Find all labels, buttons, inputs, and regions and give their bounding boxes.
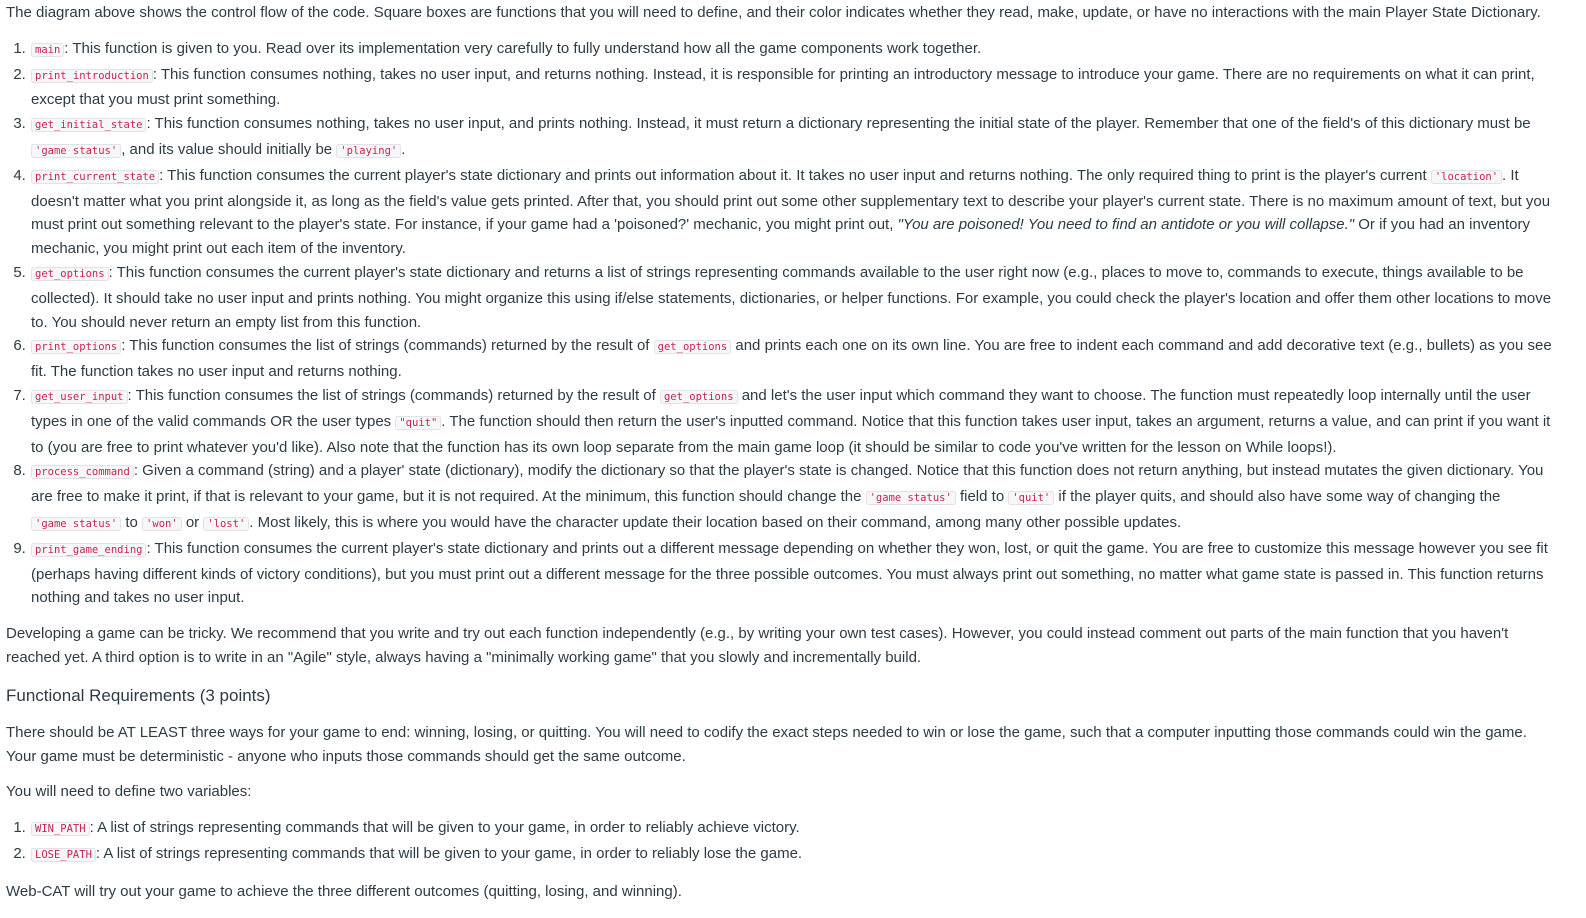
item-text: . (401, 140, 406, 158)
item-text: . It doesn't matter what you print alongside it, as long as the field's value gets printed. After that, you should print out some other supplementary text to describe your player's current state. There is no maximum amount of text, but you must print out something relevant to the player's state. For instance, if your game had a 'poisoned?' mechanic, you might print out, (31, 166, 1551, 234)
code-lost: 'lost' (203, 517, 249, 531)
code-quit-value: 'quit' (1008, 491, 1054, 505)
list-item-lose-path (30, 842, 1558, 868)
item-text: and let's the user input which command they want to choose. The function must repeatedly loop internally until the user types in one of the valid commands OR the user types (31, 386, 1531, 430)
list-item-win-path (30, 816, 1558, 842)
item-text: Or if you had an inventory mechanic, you might print out each item of the inventory. (31, 216, 1531, 258)
item-text: if the player quits, and should also have some way of changing the (1054, 488, 1501, 506)
item-text: : This function consumes nothing, takes no user input, and prints nothing. Instead, it must return a dictionary representing the initial state of the player. Remember that one of the field's of this dictionary must be (146, 115, 1531, 133)
requirements-paragraph: There should be AT LEAST three ways for your game to end: winning, losing, or quitting. You will need to codify the exact steps needed to win or lose the game, such that a computer inputting those commands could win the game. Your game must be deterministic - anyone who inputs those commands should get the same outcome. (6, 723, 1527, 765)
item-text: . Most likely, this is where you would have the character update their location based on their command, among many other possible updates. (249, 513, 1182, 531)
item-text: or (181, 513, 204, 531)
code-game-status: 'game status' (31, 144, 121, 158)
item-text: : This function consumes nothing, takes no user input, and returns nothing. Instead, it is responsible for printing an introductory message to introduce your game. There are no requirements on what it can print, except that you must print something. (31, 65, 1535, 109)
intro-paragraph: The diagram above shows the control flow of the code. Square boxes are functions that you will need to define, and their color indicates whether they read, make, update, or have no interactions with the main Player State Dictionary. (6, 4, 1541, 21)
item-text: and prints each one on its own line. You are free to indent each command and add decorative text (e.g., bullets) as you see fit. The function takes no user input and returns nothing. (31, 337, 1552, 381)
item-text: : This function consumes the current player's state dictionary and returns a list of strings representing commands available to the user right now (e.g., places to move to, commands to execute, things available to be collected). It should take no user input and prints nothing. You might organize this using if/else statements, dictionaries, or helper functions. For example, you could check the player's location and offer them other locations to move to. You should never return an empty list from this function. (31, 263, 1552, 331)
code-playing: 'playing' (336, 144, 401, 158)
code-game-status: 'game status' (866, 491, 956, 505)
item-text: : Given a command (string) and a player' state (dictionary), modify the dictionary so that the player's state is changed. Notice that this function does not return anything, but instead mutates the given dictionary. You are free to make it print, if that is relevant to your game, but it is not required. At the minimum, this function should change the (31, 462, 1544, 506)
item-text: field to (955, 488, 1009, 506)
section-heading: Functional Requirements (3 points) (6, 685, 271, 705)
code-get-options-ref: get_options (660, 390, 738, 404)
item-text: : This function consumes the list of strings (commands) returned by the result of (127, 386, 660, 404)
item-text: : This function is given to you. Read over its implementation very carefully to fully understand how all the game components work together. (64, 39, 982, 57)
developing-paragraph: Developing a game can be tricky. We recommend that you write and try out each function independently (e.g., by writing your own test cases). However, you could instead comment out parts of the main function that you haven't reached yet. A third option is to write in an "Agile" style, always having a "minimally working game" that you slowly and incrementally build. (6, 625, 1509, 666)
document-page (0, 1, 1586, 904)
code-get-options: get_options (31, 267, 109, 281)
item-text: : This function consumes the current player's state dictionary and prints out information about it. It takes no user input and returns nothing. The only required thing to print is the player's current (159, 166, 1431, 184)
code-print-current-state: print_current_state (31, 170, 159, 184)
code-get-options-ref: get_options (654, 340, 732, 354)
item-text: , and its value should initially be (121, 140, 337, 158)
list-item-main (30, 37, 1558, 63)
item-text: to (121, 513, 143, 531)
code-won: 'won' (142, 517, 182, 531)
list-item-print-game-ending (30, 537, 1558, 610)
function-list (6, 37, 1558, 610)
code-print-game-ending: print_game_ending (31, 543, 146, 557)
code-game-status: 'game status' (31, 517, 121, 531)
list-item-print-current-state (30, 164, 1558, 261)
code-process-command: process_command (31, 465, 134, 479)
code-get-user-input: get_user_input (31, 390, 128, 404)
code-get-initial-state: get_initial_state (31, 118, 146, 132)
emphasis-quote: "You are poisoned! You need to find an antidote or you will collapse." (897, 216, 1355, 234)
list-item-get-initial-state (30, 112, 1558, 164)
item-text: : This function consumes the list of strings (commands) returned by the result of (121, 337, 654, 355)
list-item-get-user-input (30, 384, 1558, 459)
define-variables-paragraph: You will need to define two variables: (6, 783, 252, 801)
list-item-print-introduction (30, 63, 1558, 113)
list-item-get-options (30, 261, 1558, 334)
code-print-introduction: print_introduction (31, 69, 153, 83)
item-text: . The function should then return the user's inputted command. Notice that this function takes user input, takes an argument, returns a value, and can print if you want it to (you are free to print whatever you'd like). Also note that the function has its own loop separate from the main game loop (it should be similar to code you've written for the lesson on While loops!). (31, 412, 1551, 456)
code-print-options: print_options (31, 340, 121, 354)
code-win-path: WIN_PATH (31, 822, 90, 836)
code-main: main (31, 43, 64, 57)
code-lose-path: LOSE_PATH (31, 848, 96, 862)
code-location: 'location' (1431, 170, 1502, 184)
item-text: : A list of strings representing commands that will be given to your game, in order to reliably achieve victory. (89, 819, 800, 837)
variable-list (6, 816, 1558, 868)
list-item-process-command (30, 459, 1558, 536)
item-text: : This function consumes the current player's state dictionary and prints out a different message depending on whether they won, lost, or quit the game. You are free to customize this message however you see fit (perhaps having different kinds of victory conditions), but you must print out a different message for the three possible outcomes. You must always print out something, no matter what game state is passed in. This function returns nothing and takes no user input. (31, 539, 1548, 607)
list-item-print-options (30, 334, 1558, 384)
webcat-paragraph: Web-CAT will try out your game to achieve the three different outcomes (quitting, losing, and winning). (6, 882, 682, 900)
code-quit: "quit" (395, 416, 441, 430)
item-text: : A list of strings representing commands that will be given to your game, in order to reliably lose the game. (95, 844, 803, 862)
